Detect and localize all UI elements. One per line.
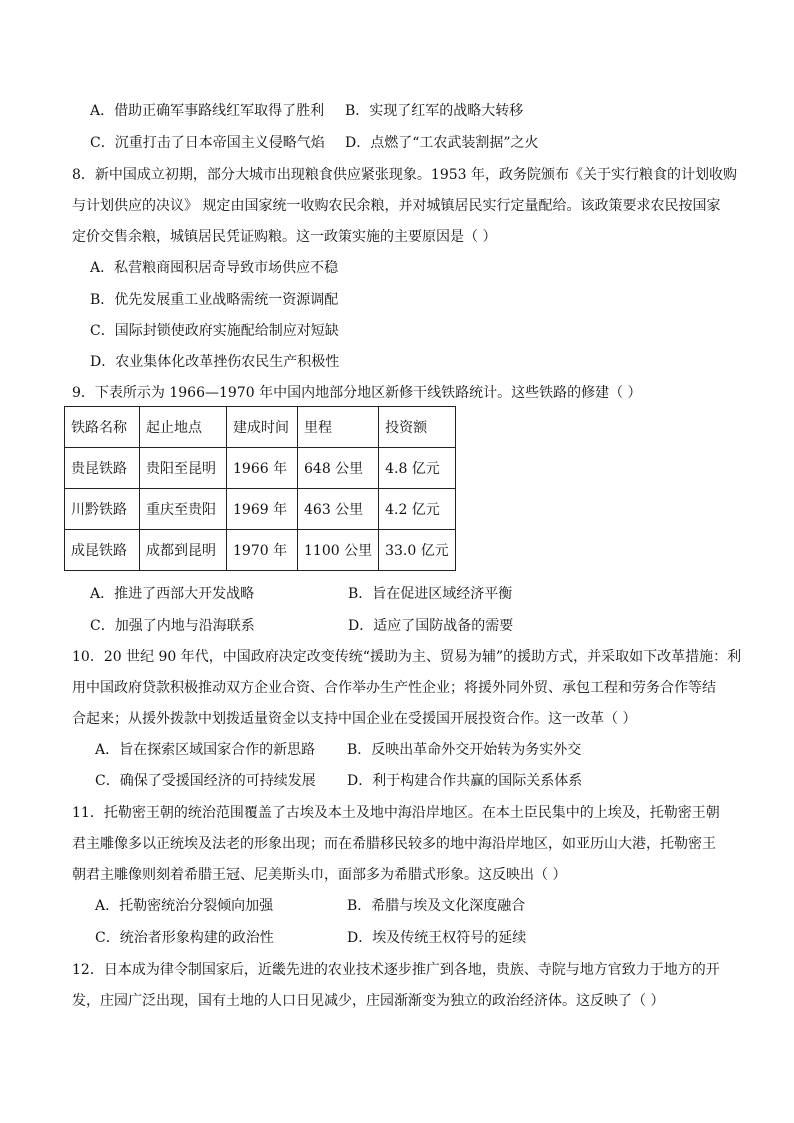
table-header-cell: 起止地点 <box>140 407 227 448</box>
q7-option-a[interactable]: A．借助正确军事路线红军取得了胜利 <box>90 103 325 119</box>
q10-option-a[interactable]: A．旨在探索区域国家合作的新思路 <box>95 742 316 758</box>
table-cell: 4.8 亿元 <box>379 448 456 489</box>
q8-option-b[interactable]: B．优先发展重工业战略需统一资源调配 <box>90 292 339 308</box>
table-cell: 648 公里 <box>298 448 379 489</box>
q11-option-d[interactable]: D．埃及传统王权符号的延续 <box>347 930 527 946</box>
q12-stem-line-1: 12．日本成为律令制国家后，近畿先进的农业技术逐步推广到各地，贵族、寺院与地方官致力于地方的开 <box>72 962 720 978</box>
q11-stem-line-3: 朝君主雕像则刻着希腊王冠、尼美斯头巾，面部多为希腊式形象。这反映出（ ） <box>72 867 567 883</box>
q10-option-d[interactable]: D．利于构建合作共赢的国际关系体系 <box>347 773 583 789</box>
q9-option-c[interactable]: C．加强了内地与沿海联系 <box>90 618 255 634</box>
table-header-cell: 投资额 <box>379 407 456 448</box>
q10-option-b[interactable]: B．反映出革命外交开始转为务实外交 <box>347 742 582 758</box>
q7-option-c[interactable]: C．沉重打击了日本帝国主义侵略气焰 <box>90 135 325 151</box>
q8-option-a[interactable]: A．私营粮商囤积居奇导致市场供应不稳 <box>90 260 339 276</box>
q8-option-c[interactable]: C．国际封锁使政府实施配给制应对短缺 <box>90 323 339 339</box>
table-cell: 贵阳至昆明 <box>140 448 227 489</box>
table-cell: 1970 年 <box>227 530 298 571</box>
table-row <box>65 489 456 530</box>
q8-stem-line-3: 定价交售余粮，城镇居民凭证购粮。这一政策实施的主要原因是（ ） <box>72 229 497 245</box>
table-cell: 1966 年 <box>227 448 298 489</box>
q11-option-c[interactable]: C．统治者形象构建的政治性 <box>95 930 274 946</box>
q11-option-a[interactable]: A．托勒密统治分裂倾向加强 <box>95 898 274 914</box>
q10-stem-line-3: 合起来；从援外拨款中划拨适量资金以支持中国企业在受援国开展投资合作。这一改革（ ） <box>72 711 637 727</box>
table-cell: 成昆铁路 <box>65 530 140 571</box>
q10-option-c[interactable]: C．确保了受援国经济的可持续发展 <box>95 773 316 789</box>
q7-option-d[interactable]: D．点燃了“工农武装割据”之火 <box>345 135 539 151</box>
table-row <box>65 448 456 489</box>
table-header-cell: 里程 <box>298 407 379 448</box>
q11-stem-line-1: 11．托勒密王朝的统治范围覆盖了古埃及本土及地中海沿岸地区。在本土臣民集中的上埃及，托勒密王朝 <box>72 805 720 821</box>
q9-option-a[interactable]: A．推进了西部大开发战略 <box>90 586 255 602</box>
q8-stem-line-1: 8．新中国成立初期，部分大城市出现粮食供应紧张现象。1953 年，政务院颁布《关于实行粮食的计划收购 <box>72 167 737 183</box>
table-cell: 重庆至贵阳 <box>140 489 227 530</box>
table-cell: 成都到昆明 <box>140 530 227 571</box>
table-cell: 463 公里 <box>298 489 379 530</box>
q9-option-d[interactable]: D．适应了国防战备的需要 <box>348 618 514 634</box>
q9-option-b[interactable]: B．旨在促进区域经济平衡 <box>348 586 513 602</box>
table-cell: 4.2 亿元 <box>379 489 456 530</box>
q12-stem-line-2: 发，庄园广泛出现，国有土地的人口日见减少，庄园渐渐变为独立的政治经济体。这反映了（ ） <box>72 993 665 1009</box>
q11-option-b[interactable]: B．希腊与埃及文化深度融合 <box>347 898 526 914</box>
table-header-row <box>65 407 456 448</box>
table-cell: 1100 公里 <box>298 530 379 571</box>
table-header-cell: 建成时间 <box>227 407 298 448</box>
q8-stem-line-2: 与计划供应的决议》 规定由国家统一收购农民余粮，并对城镇居民实行定量配给。该政策要求农民按国家 <box>72 198 721 214</box>
q10-stem-line-2: 用中国政府贷款积极推动双方企业合资、合作举办生产性企业；将援外同外贸、承包工程和劳务合作等结 <box>72 680 716 696</box>
q8-option-d[interactable]: D．农业集体化改革挫伤农民生产积极性 <box>90 354 340 370</box>
q7-option-b[interactable]: B．实现了红军的战略大转移 <box>345 103 524 119</box>
table-cell: 33.0 亿元 <box>379 530 456 571</box>
table-cell: 贵昆铁路 <box>65 448 140 489</box>
q11-stem-line-2: 君主雕像多以正统埃及法老的形象出现；而在希腊移民较多的地中海沿岸地区，如亚历山大港，托勒密王 <box>72 836 716 852</box>
q9-stem: 9．下表所示为 1966—1970 年中国内地部分地区新修干线铁路统计。这些铁路的修建（ ） <box>72 385 642 401</box>
table-cell: 川黔铁路 <box>65 489 140 530</box>
q10-stem-line-1: 10．20 世纪 90 年代，中国政府决定改变传统“援助为主、贸易为辅”的援助方式，并采取如下改革措施：利 <box>72 649 742 665</box>
table-cell: 1969 年 <box>227 489 298 530</box>
railway-table <box>64 406 456 571</box>
table-header-cell: 铁路名称 <box>65 407 140 448</box>
table-row <box>65 530 456 571</box>
